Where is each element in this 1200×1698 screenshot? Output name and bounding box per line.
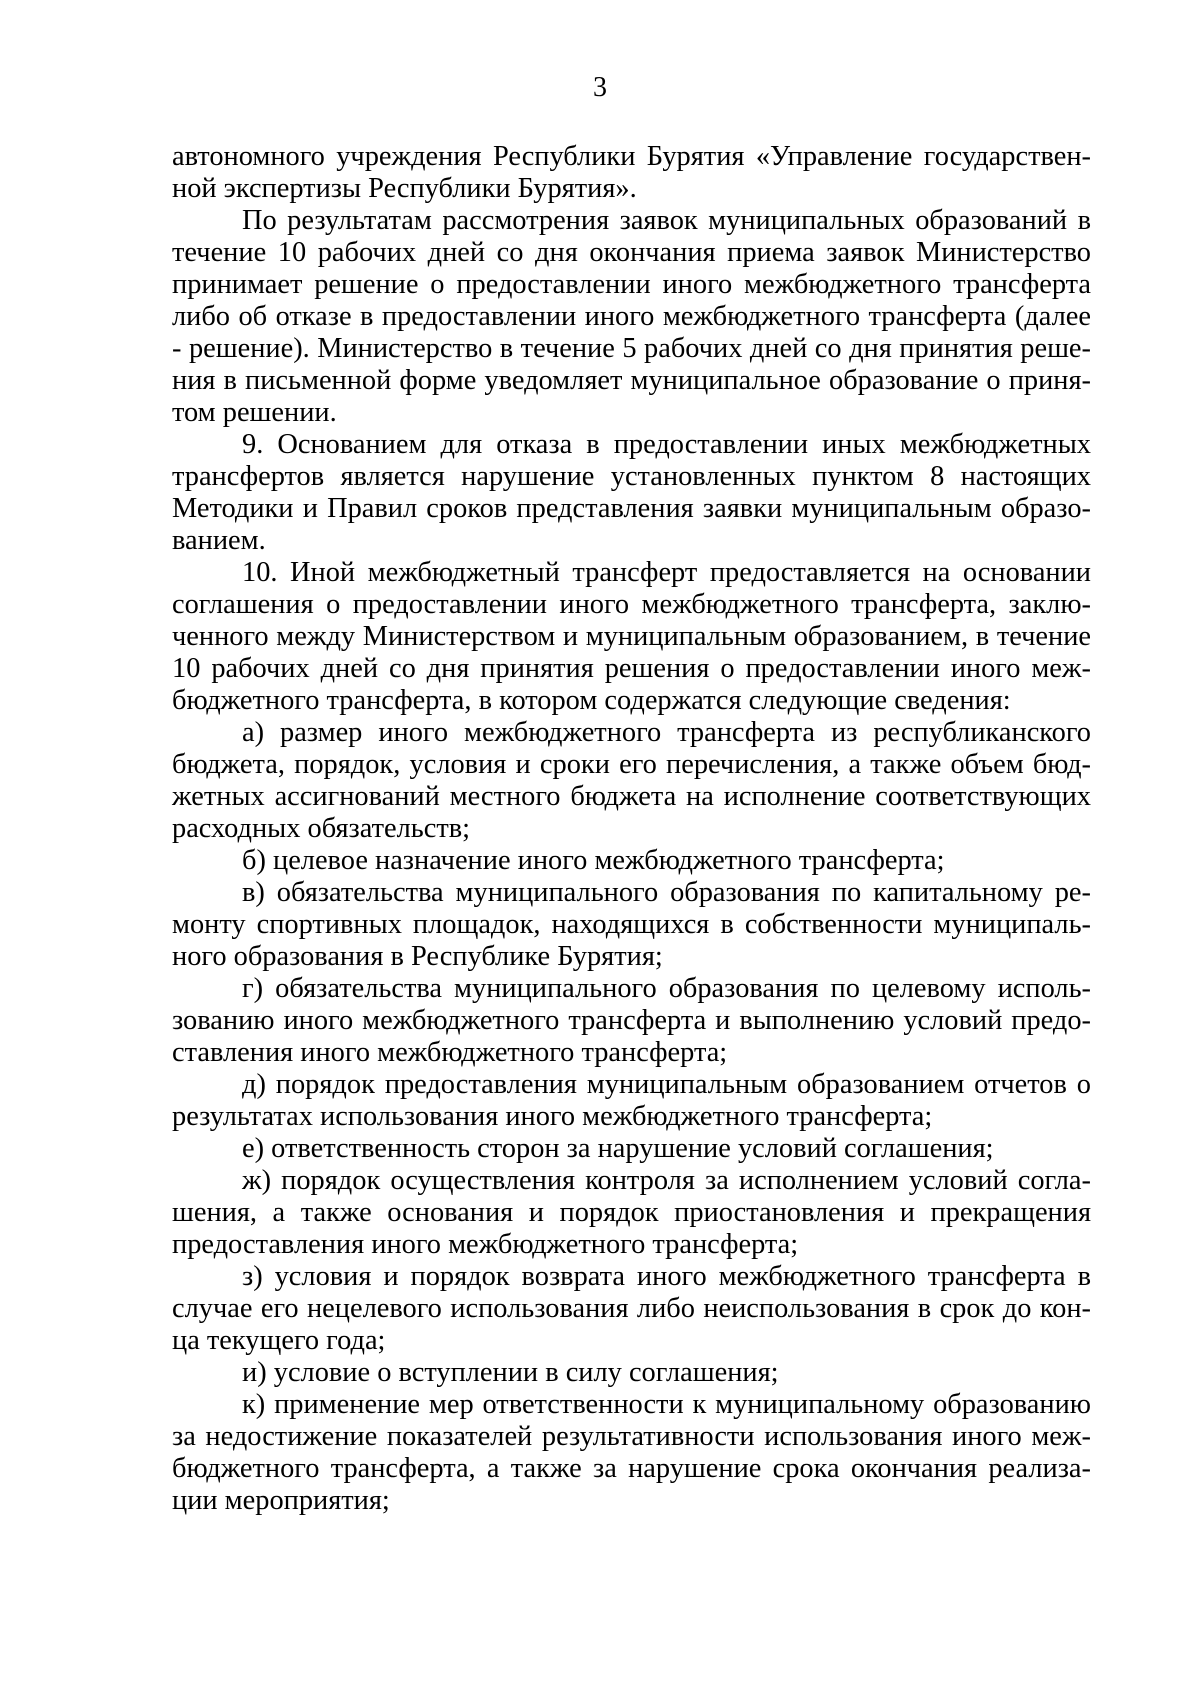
paragraph-subitem-v: в) обязательства муниципального образования по капитальному ремонту спортивных площадок, находящихся в собственности муниципального образования в Республике Бурятия;	[172, 877, 1091, 972]
page-number: 3	[593, 72, 607, 103]
paragraph-subitem-b: б) целевое назначение иного межбюджетного трансферта;	[242, 845, 945, 876]
paragraph-subitem-g: г) обязательства муниципального образования по целевому использованию иного межбюджетного трансферта и выполнению условий предоставления иного межбюджетного трансферта;	[172, 973, 1091, 1068]
document-body	[172, 141, 1091, 1517]
paragraph-subitem-d: д) порядок предоставления муниципальным образованием отчетов о результатах использования иного межбюджетного трансферта;	[172, 1069, 1091, 1132]
paragraph-continuation: автономного учреждения Республики Бурятия «Управление государственной экспертизы Республики Бурятия».	[172, 141, 1091, 204]
paragraph-subitem-e: е) ответственность сторон за нарушение условий соглашения;	[242, 1133, 994, 1164]
paragraph-subitem-zh: ж) порядок осуществления контроля за исполнением условий соглашения, а также основания и порядок приостановления и прекращения предоставления иного межбюджетного трансферта;	[172, 1165, 1091, 1260]
paragraph-subitem-a: а) размер иного межбюджетного трансферта из республиканского бюджета, порядок, условия и сроки его перечисления, а также объем бюджетных ассигнований местного бюджета на исполнение соответствующих расходных обязательств;	[172, 717, 1091, 844]
paragraph-item-10: 10. Иной межбюджетный трансферт предоставляется на основании соглашения о предоставлении иного межбюджетного трансферта, заключенного между Министерством и муниципальным образованием, в течение 10 рабочих дней со дня принятия решения о предоставлении иного межбюджетного трансферта, в котором содержатся следующие сведения:	[172, 557, 1091, 716]
paragraph-subitem-i: и) условие о вступлении в силу соглашения;	[242, 1357, 779, 1388]
paragraph-subitem-z: з) условия и порядок возврата иного межбюджетного трансферта в случае его нецелевого использования либо неиспользования в срок до конца текущего года;	[172, 1261, 1091, 1356]
paragraph-item-9: 9. Основанием для отказа в предоставлении иных межбюджетных трансфертов является нарушение установленных пунктом 8 настоящих Методики и Правил сроков представления заявки муниципальным образованием.	[172, 429, 1091, 556]
paragraph-review-decision: По результатам рассмотрения заявок муниципальных образований в течение 10 рабочих дней со дня окончания приема заявок Министерство принимает решение о предоставлении иного межбюджетного трансферта либо об отказе в предоставлении иного межбюджетного трансферта (далее - решение). Министерство в течение 5 рабочих дней со дня принятия решения в письменной форме уведомляет муниципальное образование о принятом решении.	[172, 205, 1091, 428]
paragraph-subitem-k: к) применение мер ответственности к муниципальному образованию за недостижение показателей результативности использования иного межбюджетного трансферта, а также за нарушение срока окончания реализации мероприятия;	[172, 1389, 1091, 1516]
